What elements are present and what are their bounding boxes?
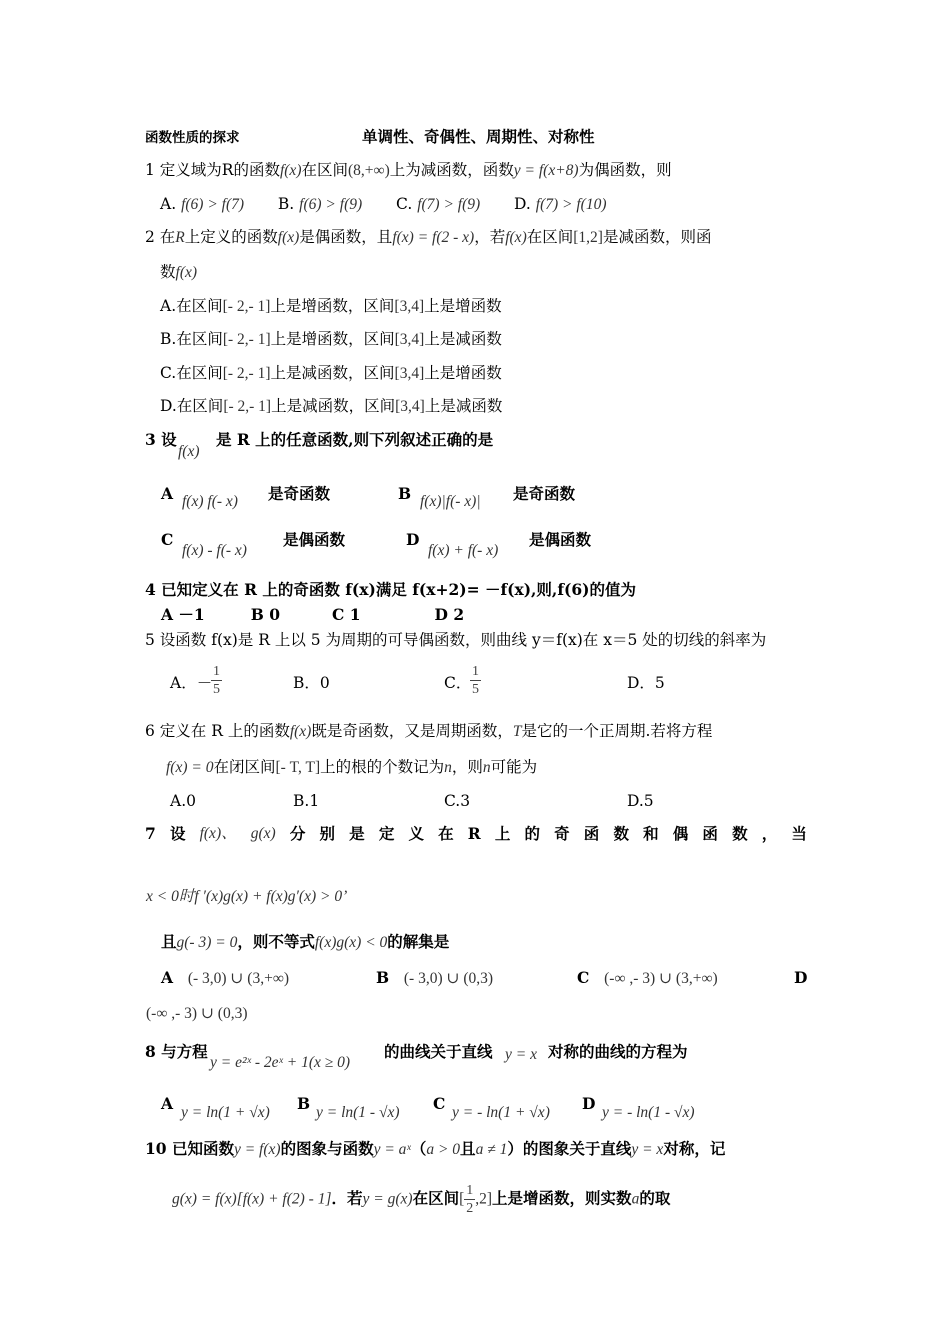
q3-option-c-text: 是偶函数 bbox=[283, 530, 346, 549]
q3-option-d-expr: f(x) + f(- x) bbox=[428, 542, 499, 559]
q7-token: 当 bbox=[791, 824, 807, 843]
q7-token: 数 bbox=[613, 824, 629, 843]
q7-token: 数 bbox=[732, 824, 748, 843]
q7-token: 定 bbox=[378, 824, 395, 843]
q3-option-c-label: C bbox=[161, 530, 174, 549]
question-2-stem bbox=[145, 227, 711, 248]
q7-option-b-expr: (- 3,0) ∪ (0,3) bbox=[403, 970, 494, 987]
q6-option-b: B.1 bbox=[293, 792, 320, 810]
q8-option-a-expr: y = ln(1 + √x) bbox=[181, 1104, 270, 1121]
q2-option-c bbox=[160, 363, 502, 384]
q2-option-b-i2: [3,4] bbox=[394, 331, 425, 348]
q6-text-g: 可能为 bbox=[490, 758, 538, 776]
q2-fx2: f(x) bbox=[505, 229, 527, 246]
q4-option-b: B 0 bbox=[250, 605, 281, 624]
question-7-stem-cont bbox=[161, 932, 449, 953]
q6-n: n bbox=[444, 759, 452, 776]
q3-option-b-expr: f(x)|f(- x)| bbox=[420, 493, 481, 510]
q2-option-b-end: 上是减函数 bbox=[424, 330, 502, 348]
q2-option-a-i2: [3,4] bbox=[394, 298, 425, 315]
question-2-stem-cont bbox=[160, 262, 197, 283]
q10-int-open: [ bbox=[459, 1190, 465, 1208]
q1-option-c: f(7) > f(9) bbox=[417, 196, 481, 213]
q7-token: 7 bbox=[145, 824, 156, 843]
q10-text-f: 对称，记 bbox=[663, 1139, 726, 1158]
q10-a: a bbox=[631, 1190, 640, 1208]
q7-option-b-label: B bbox=[376, 968, 390, 987]
q2-option-d-i2: [3,4] bbox=[395, 398, 425, 415]
q6-text-f: ，则 bbox=[451, 758, 483, 776]
q2-eq: f(x) = f(2 - x) bbox=[392, 229, 475, 246]
question-1-stem bbox=[145, 160, 672, 181]
question-4-options bbox=[161, 605, 464, 625]
q5-option-c-den: 5 bbox=[472, 682, 479, 697]
q10-text-h: 在区间 bbox=[412, 1188, 460, 1208]
q7-token: ， bbox=[761, 824, 778, 843]
q10-text-b: 的图象与函数 bbox=[280, 1139, 374, 1158]
q1-option-c-label: C. bbox=[396, 195, 413, 213]
q3-option-b-label: B bbox=[398, 484, 412, 503]
q7-token: 在 bbox=[438, 824, 454, 843]
question-6-stem bbox=[145, 721, 712, 742]
q1-text-a: 1 定义域为R的函数 bbox=[145, 161, 280, 179]
q2-option-c-end: 上是增函数 bbox=[424, 364, 502, 382]
q2-option-c-i2: [3,4] bbox=[394, 365, 425, 382]
q3-option-c-expr: f(x) - f(- x) bbox=[182, 542, 247, 559]
q6-t: T bbox=[512, 723, 522, 740]
q7-token: 的 bbox=[524, 824, 540, 843]
q10-c1: a > 0 bbox=[426, 1141, 461, 1158]
q10-line: y = x bbox=[631, 1141, 664, 1158]
q1-option-a-label: A. bbox=[160, 195, 177, 213]
q1-text-b: 在区间 bbox=[301, 161, 348, 179]
q2-option-c-i1: [- 2,- 1] bbox=[222, 365, 271, 382]
q8-line: y = x bbox=[505, 1046, 537, 1063]
q10-f2: y = aˣ bbox=[373, 1141, 411, 1158]
q7-condition: x < 0时f ′(x)g(x) + f(x)g′(x) > 0’ bbox=[146, 888, 348, 905]
q7-token: 别 bbox=[319, 824, 336, 843]
q2-text-d: ，若 bbox=[474, 228, 506, 246]
q6-text-e: 上的根的个数记为 bbox=[320, 758, 445, 776]
q2-option-d-end: 上是减函数 bbox=[424, 397, 503, 415]
q2-option-b-mid: 上是增函数，区间 bbox=[270, 330, 395, 348]
q7-token: 奇 bbox=[554, 824, 570, 843]
question-6-stem-cont bbox=[166, 757, 537, 778]
q7-option-a-label: A bbox=[161, 968, 174, 987]
page-title: 单调性、奇偶性、周期性、对称性 bbox=[362, 127, 595, 146]
q7-option-c-expr: (-∞ ,- 3) ∪ (3,+∞) bbox=[604, 970, 718, 987]
q2-text-c: 是偶函数，且 bbox=[299, 228, 393, 246]
q3-option-d-text: 是偶函数 bbox=[529, 530, 592, 549]
q3-option-a-label: A bbox=[161, 484, 174, 503]
q7-fx: f(x)、 bbox=[199, 825, 237, 842]
question-5-stem: 5 设函数 f(x)是 R 上以 5 为周期的可导偶函数，则曲线 y＝f(x)在 x＝5 处的切线的斜率为 bbox=[145, 631, 767, 649]
q10-text-d: 且 bbox=[460, 1139, 476, 1158]
question-3-stem-a: 3 设 bbox=[145, 430, 177, 449]
q5-option-a-label: A．－ bbox=[170, 674, 213, 692]
q7-token: 函 bbox=[583, 824, 600, 843]
q2-text-a: 2 在 bbox=[145, 228, 176, 246]
q1-text-d: 为偶函数，则 bbox=[578, 161, 672, 179]
question-8-stem-b: 的曲线关于直线 bbox=[384, 1042, 493, 1061]
q4-option-c: C 1 bbox=[332, 605, 361, 624]
q2-option-a-i1: [- 2,- 1] bbox=[222, 298, 271, 315]
q2-option-c-label: C.在区间 bbox=[160, 364, 223, 382]
q7-option-b bbox=[376, 968, 493, 989]
q1-option-d: f(7) > f(10) bbox=[535, 196, 607, 213]
question-10-stem-cont bbox=[172, 1182, 670, 1217]
q5-option-a-num: 1 bbox=[213, 664, 220, 679]
q2-r: R bbox=[175, 229, 185, 246]
q10-f1: y = f(x) bbox=[233, 1141, 281, 1158]
q6-interval: [- T, T] bbox=[275, 759, 321, 776]
q7-text-b: ，则不等式 bbox=[237, 932, 315, 951]
q6-eq: f(x) = 0 bbox=[166, 759, 214, 776]
q6-n2: n bbox=[482, 759, 491, 776]
q8-option-d-label: D bbox=[582, 1094, 596, 1113]
q7-token: 函 bbox=[702, 824, 718, 843]
q1-option-a: f(6) > f(7) bbox=[181, 196, 245, 213]
q7-text-a: 且 bbox=[161, 932, 177, 951]
q4-option-d: D 2 bbox=[434, 605, 465, 624]
q6-option-c: C.3 bbox=[444, 792, 471, 810]
q8-option-d-expr: y = - ln(1 - √x) bbox=[602, 1104, 695, 1121]
q2-option-a-label: A.在区间 bbox=[160, 297, 223, 315]
q6-text-b: 既是奇函数，又是周期函数， bbox=[311, 722, 513, 740]
q2-cont-fx: f(x) bbox=[175, 264, 198, 281]
q1-interval: (8,+∞) bbox=[348, 162, 390, 179]
q7-token: 和 bbox=[643, 824, 659, 843]
q7-gx: g(x) bbox=[250, 825, 276, 842]
q7-text-c: 的解集是 bbox=[387, 932, 450, 951]
q1-option-b-label: B. bbox=[277, 195, 295, 213]
q3-option-d-label: D bbox=[406, 530, 420, 549]
q2-option-a bbox=[160, 296, 502, 317]
q1-text-c: 上为减函数，函数 bbox=[389, 161, 514, 179]
question-8-stem-a: 8 与方程 bbox=[145, 1042, 208, 1061]
q3-option-a-text: 是奇函数 bbox=[268, 484, 331, 503]
q10-text-i: 上是增函数，则实数 bbox=[492, 1188, 632, 1208]
question-3-stem-b: 是 R 上的任意函数,则下列叙述正确的是 bbox=[216, 430, 494, 449]
q2-text-e: 在区间 bbox=[526, 228, 574, 246]
q7-g: g(- 3) = 0 bbox=[176, 934, 238, 951]
q2-option-b bbox=[160, 329, 502, 350]
q2-option-a-end: 上是增函数 bbox=[424, 297, 502, 315]
q2-option-d-i1: [- 2,- 1] bbox=[223, 398, 272, 415]
q6-text-c: 是它的一个正周期.若将方程 bbox=[521, 722, 713, 740]
q10-int-fraction bbox=[464, 1182, 475, 1217]
q7-option-c bbox=[577, 968, 718, 989]
q10-int-den: 2 bbox=[466, 1201, 474, 1216]
topic-label: 函数性质的探求 bbox=[145, 130, 240, 146]
question-4-stem: 4 已知定义在 R 上的奇函数 f(x)满足 f(x+2)= －f(x),则,f(6)的值为 bbox=[145, 580, 636, 599]
q10-text-j: 的取 bbox=[639, 1188, 671, 1208]
q10-text-c: （ bbox=[410, 1139, 427, 1158]
q2-interval: [1,2] bbox=[573, 229, 603, 246]
q2-option-d-mid: 上是减函数，区间 bbox=[271, 397, 396, 415]
q7-token: R bbox=[467, 824, 481, 843]
q8-option-a-label: A bbox=[161, 1094, 174, 1113]
q5-option-a-den: 5 bbox=[213, 682, 220, 697]
q1-option-d-label: D. bbox=[514, 195, 531, 213]
q7-option-d-expr: (-∞ ,- 3) ∪ (0,3) bbox=[146, 1005, 248, 1022]
q4-option-a: A －1 bbox=[161, 605, 205, 624]
q7-token: 上 bbox=[494, 824, 511, 843]
q6-fx: f(x) bbox=[289, 723, 312, 740]
q6-option-a: A.0 bbox=[170, 792, 196, 810]
q10-text-e: ）的图象关于直线 bbox=[507, 1139, 632, 1158]
q1-fx: f(x) bbox=[279, 162, 302, 179]
q10-int-num: 1 bbox=[466, 1183, 474, 1198]
q10-int-close: ,2] bbox=[475, 1190, 493, 1208]
q7-token: 设 bbox=[169, 824, 186, 843]
q7-token: 偶 bbox=[672, 824, 689, 843]
q5-option-b: B．0 bbox=[293, 674, 330, 692]
q2-option-d bbox=[160, 396, 502, 417]
q8-option-b-expr: y = ln(1 - √x) bbox=[316, 1104, 400, 1121]
q7-option-d-label: D bbox=[794, 968, 808, 987]
q2-option-b-label: B.在区间 bbox=[160, 330, 223, 348]
q2-option-a-mid: 上是增函数，区间 bbox=[270, 297, 395, 315]
q10-c2: a ≠ 1 bbox=[475, 1141, 508, 1158]
q10-g: g(x) = f(x)[f(x) + f(2) - 1] bbox=[172, 1190, 332, 1208]
question-1-options bbox=[160, 194, 607, 215]
q3-fx: f(x) bbox=[178, 443, 200, 460]
q5-option-c-fraction bbox=[470, 663, 481, 698]
question-10-stem bbox=[145, 1139, 725, 1160]
q8-option-c-expr: y = - ln(1 + √x) bbox=[452, 1104, 550, 1121]
q2-text-b: 上定义的函数 bbox=[184, 228, 278, 246]
q2-option-c-mid: 上是减函数，区间 bbox=[270, 364, 395, 382]
q6-option-d: D.5 bbox=[627, 792, 654, 810]
q6-text-a: 6 定义在 R 上的函数 bbox=[145, 722, 290, 740]
q3-option-b-text: 是奇函数 bbox=[513, 484, 576, 503]
q7-option-a-expr: (- 3,0) ∪ (3,+∞) bbox=[187, 970, 290, 987]
q8-option-b-label: B bbox=[297, 1094, 311, 1113]
q6-text-d: 在闭区间 bbox=[213, 758, 276, 776]
q1-expr: y = f(x+8) bbox=[513, 162, 579, 179]
q2-option-d-label: D.在区间 bbox=[160, 397, 224, 415]
q2-cont-text: 数 bbox=[160, 263, 176, 281]
q7-token: 分 bbox=[289, 824, 306, 843]
q2-text-f: 是减函数，则函 bbox=[602, 228, 712, 246]
q2-fx: f(x) bbox=[277, 229, 300, 246]
q7-option-a bbox=[161, 968, 289, 989]
q2-option-b-i1: [- 2,- 1] bbox=[222, 331, 271, 348]
q5-option-c-label: C． bbox=[444, 674, 472, 692]
q5-option-c-num: 1 bbox=[472, 664, 479, 679]
q8-eq: y = e²ˣ - 2eˣ + 1(x ≥ 0) bbox=[210, 1054, 351, 1071]
q7-token: 义 bbox=[408, 824, 424, 843]
q3-option-a-expr: f(x) f(- x) bbox=[182, 493, 238, 510]
q7-ineq: f(x)g(x) < 0 bbox=[314, 934, 388, 951]
q7-option-c-label: C bbox=[577, 968, 590, 987]
q5-option-d: D．5 bbox=[627, 674, 665, 692]
question-7-stem bbox=[145, 824, 807, 844]
question-8-stem-c: 对称的曲线的方程为 bbox=[548, 1042, 688, 1061]
q8-option-c-label: C bbox=[433, 1094, 446, 1113]
q5-option-a-fraction bbox=[211, 663, 222, 698]
q1-option-b: f(6) > f(9) bbox=[299, 196, 363, 213]
q10-yg: y = g(x) bbox=[362, 1190, 413, 1208]
q10-text-a: 10 已知函数 bbox=[145, 1139, 234, 1158]
q7-token: 是 bbox=[349, 824, 365, 843]
q10-text-g: ．若 bbox=[331, 1188, 363, 1208]
